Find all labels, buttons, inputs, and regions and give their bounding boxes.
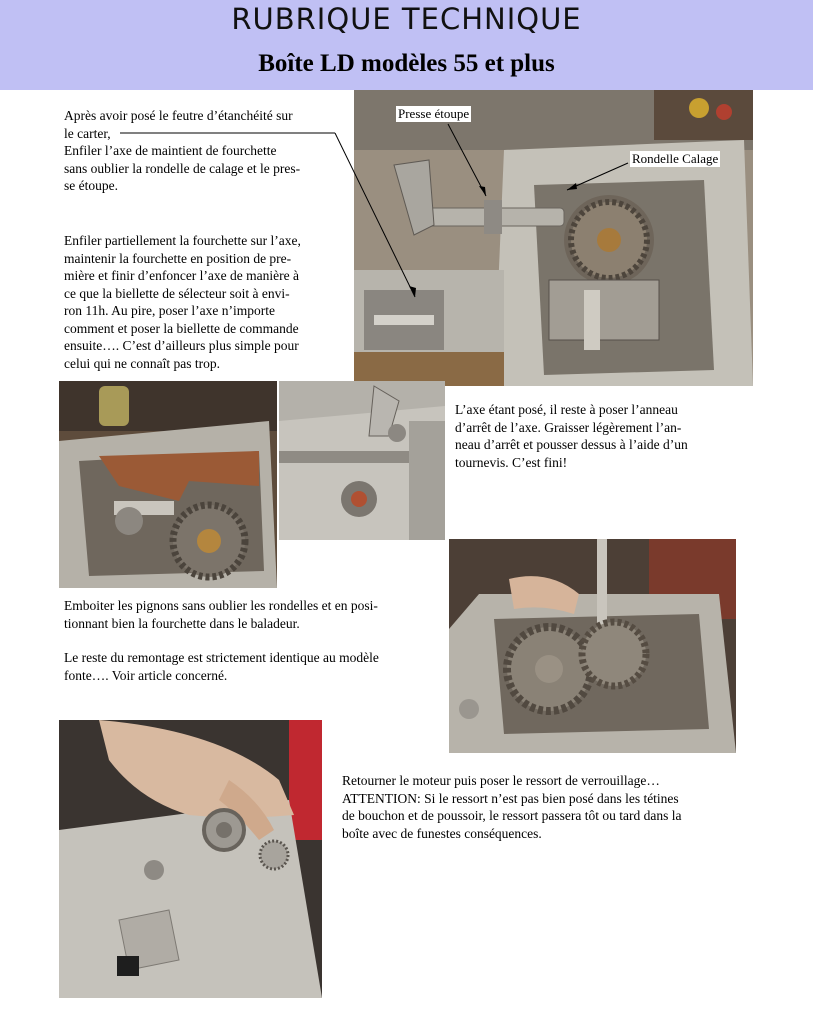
callout-presse-etoupe: Presse étoupe — [398, 106, 470, 121]
callout-rondelle-calage: Rondelle Calage — [632, 151, 719, 166]
article-title: Boîte LD modèles 55 et plus — [258, 50, 555, 77]
photo-locking-spring — [59, 720, 322, 998]
paragraph-spring-warning: Retourner le moteur puis poser le ressort de verrouillage… ATTENTION: Si le ressort n’est pas bien posé dans les tétines de bouchon et de poussoir, le ressort passera tôt ou tard dans la boîte avec de funestes conséquences. — [342, 773, 682, 841]
rubric-title: RUBRIQUE TECHNIQUE — [231, 2, 582, 36]
paragraph-stop-ring: L’axe étant posé, il reste à poser l’anneau d’arrêt de l’axe. Graisser légèrement l’an- neau d’arrêt et pousser dessus à l’aide d’un tournevis. C’est fini! — [455, 402, 688, 470]
photo-axle-ring — [279, 381, 445, 540]
photo-gears-fork — [59, 381, 277, 588]
page-header — [0, 0, 813, 90]
photo-gearbox-axle — [354, 90, 753, 386]
paragraph-fork-position: Enfiler partiellement la fourchette sur l’axe, maintenir la fourchette en position de pre- mière et finir d’enfoncer l’axe de manière à ce que la biellette de sélecteur soit à envi- ron 11h. Au pire, poser l’axe n’importe comment et poser la biellette de commande ensuite…. C’est d’ailleurs plus simple pour celui qui ne connaît pas trop. — [64, 233, 301, 371]
paragraph-remaining-assembly: Le reste du remontage est strictement identique au modèle fonte…. Voir article concerné. — [64, 650, 379, 683]
photo-gear-stack — [449, 539, 736, 753]
paragraph-axle-insert: Après avoir posé le feutre d’étanchéité sur le carter, Enfiler l’axe de maintient de fourchette sans oublier la rondelle de calage et le pres- se étoupe. — [64, 108, 301, 193]
paragraph-gears: Emboiter les pignons sans oublier les rondelles et en posi- tionnant bien la fourchette dans le baladeur. — [64, 598, 378, 631]
